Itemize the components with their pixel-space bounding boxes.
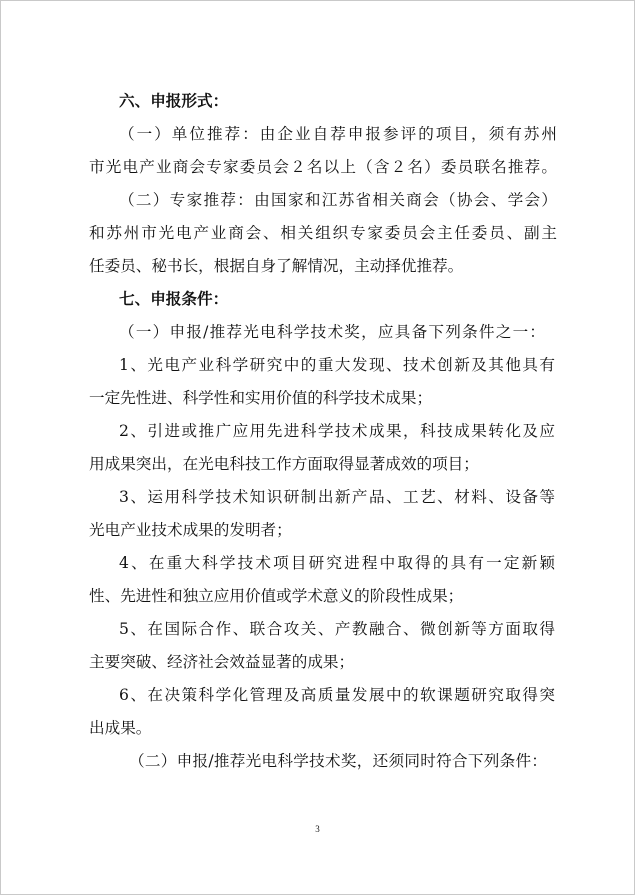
section-heading-seven: 七、申报条件：: [119, 289, 229, 308]
paragraph-line: （一）单位推荐：由企业自荐申报参评的项目，须有苏州: [119, 125, 557, 143]
paragraph-line: 和苏州市光电产业商会、相关组织专家委员会主任委员、副主: [89, 224, 557, 242]
paragraph-line: 出成果。: [89, 719, 152, 737]
paragraph-line: 一定先性进、科学性和实用价值的科学技术成果；: [89, 389, 433, 407]
paragraph-line: 任委员、秘书长，根据自身了解情况，主动择优推荐。: [89, 257, 464, 275]
paragraph-line: 主要突破、经济社会效益显著的成果；: [89, 653, 355, 671]
paragraph-line: 4、在重大科学技术项目研究进程中取得的具有一定新颖: [119, 554, 555, 572]
paragraph-line: 5、在国际合作、联合攻关、产教融合、微创新等方面取得: [119, 620, 555, 638]
paragraph-line: 2、引进或推广应用先进科学技术成果，科技成果转化及应: [119, 422, 555, 440]
section-heading-six: 六、申报形式：: [119, 91, 229, 110]
paragraph-line: 1、光电产业科学研究中的重大发现、技术创新及其他具有: [119, 356, 555, 374]
paragraph-line: （二）申报/推荐光电科学技术奖，还须同时符合下列条件：: [129, 752, 547, 770]
paragraph-line: 3、运用科学技术知识研制出新产品、工艺、材料、设备等: [119, 488, 555, 506]
paragraph-line: （二）专家推荐：由国家和江苏省相关商会（协会、学会）: [119, 191, 557, 209]
paragraph-line: 6、在决策科学化管理及高质量发展中的软课题研究取得突: [119, 686, 555, 704]
page-number: 3: [315, 824, 320, 834]
paragraph-line: 用成果突出，在光电科技工作方面取得显著成效的项目；: [89, 455, 479, 473]
paragraph-line: （一）申报/推荐光电科学技术奖，应具备下列条件之一：: [119, 323, 545, 341]
paragraph-line: 市光电产业商会专家委员会２名以上（含２名）委员联名推荐。: [89, 158, 557, 176]
paragraph-line: 光电产业技术成果的发明者；: [89, 521, 292, 539]
paragraph-line: 性、先进性和独立应用价值或学术意义的阶段性成果；: [89, 587, 464, 605]
